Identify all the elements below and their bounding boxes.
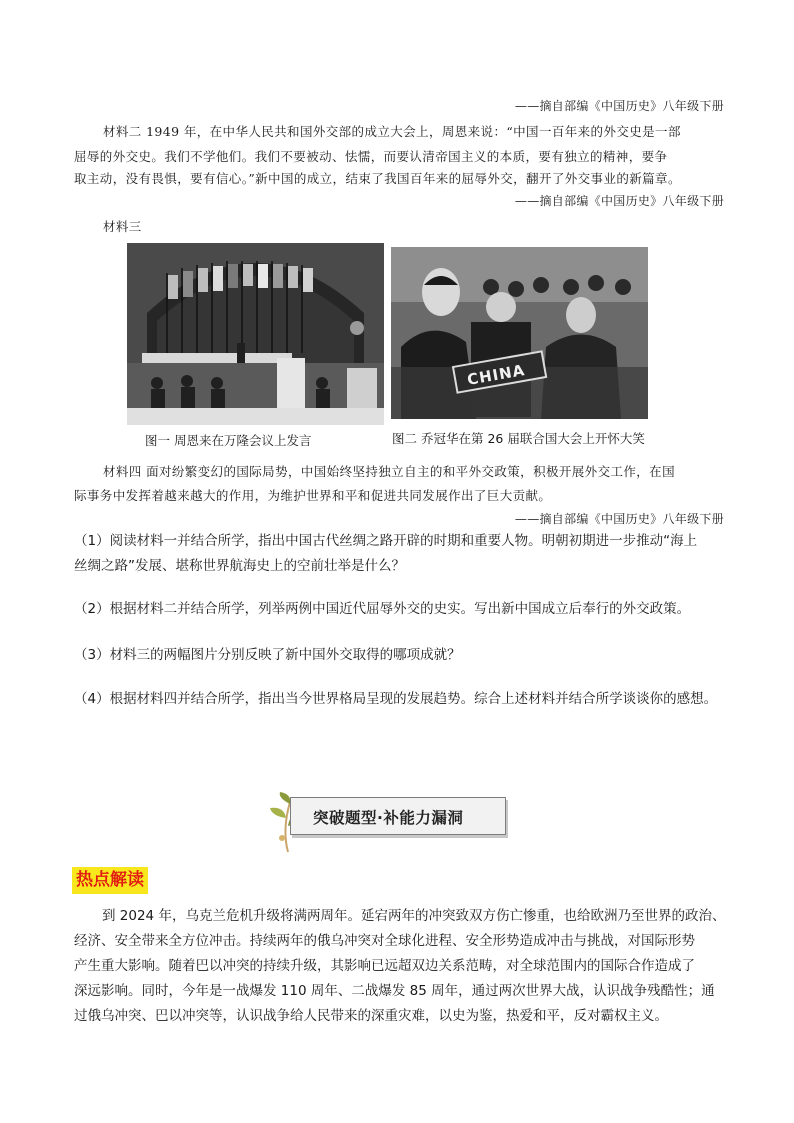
material-four-line-2: 际事务中发挥着越来越大的作用，为维护世界和平和促进共同发展作出了巨大贡献。 [74,488,552,503]
material-two-line-2: 屈辱的外交史。我们不学他们。我们不要被动、怯懦，而要认清帝国主义的本质，要有独立的精神，要争 [74,149,668,164]
paragraph-line: 产生重大影响。随着巴以冲突的持续升级，其影响已远超双边关系范畴，对全球范围内的国际合作造成了 [74,958,695,974]
photo-caption-two: 图二 乔冠华在第 26 届联合国大会上开怀大笑 [392,431,645,446]
source-citation: ——摘自部编《中国历史》八年级下册 [514,99,724,113]
hot-topic-paragraph [74,904,724,1029]
paragraph-line: 过俄乌冲突、巴以冲突等，认识战争给人民带来的深重灾难，以史为鉴，热爱和平，反对霸权主义。 [74,1008,668,1024]
question-3: （3）材料三的两幅图片分别反映了新中国外交取得的哪项成就？ [74,647,461,663]
paragraph-line: 经济、安全带来全方位冲击。持续两年的俄乌冲突对全球化进程、安全形势造成冲击与挑战，对国际形势 [74,933,695,949]
question-4: （4）根据材料四并结合所学，指出当今世界格局呈现的发展趋势。综合上述材料并结合所学谈谈你的感想。 [74,691,718,707]
question-1-line-1: （1）阅读材料一并结合所学，指出中国古代丝绸之路开辟的时期和重要人物。明朝初期进一步推动“海上 [74,533,698,549]
source-citation: ——摘自部编《中国历史》八年级下册 [514,512,724,526]
question-1-line-2: 丝绸之路”发展、堪称世界航海史上的空前壮举是什么？ [74,558,405,574]
paragraph-line: 深远影响。同时，今年是一战爆发 110 周年、二战爆发 85 周年，通过两次世界大战，认识战争残酷性；通 [74,983,715,999]
paragraph-line: 到 2024 年，乌克兰危机升级将满两周年。延宕两年的冲突致双方伤亡惨重，也给欧洲乃至世界的政治、 [102,908,726,924]
hot-topic-label: 热点解读 [72,867,148,894]
question-1 [74,529,724,579]
china-nameplate: CHINA [465,361,527,389]
section-banner [290,797,506,835]
source-citation: ——摘自部编《中国历史》八年级下册 [514,194,724,208]
material-four-line-1: 材料四 面对纷繁变幻的国际局势，中国始终坚持独立自主的和平外交政策，积极开展外交工作，在国 [103,464,675,479]
material-two-line-1: 材料二 1949 年，在中华人民共和国外交部的成立大会上，周恩来说：“中国一百年来的外交史是一部 [103,124,681,139]
section-banner-title: 突破题型·补能力漏洞 [313,809,464,827]
question-2: （2）根据材料二并结合所学，列举两例中国近代屈辱外交的史实。写出新中国成立后奉行的外交政策。 [74,601,691,617]
photo-un-assembly [391,247,648,419]
material-three-label: 材料三 [103,219,142,234]
material-two-line-3: 取主动，没有畏惧，要有信心。”新中国的成立，结束了我国百年来的屈辱外交，翻开了外交事业的新篇章。 [74,171,681,186]
photo-bandung-conference [127,243,384,425]
photo-caption-one: 图一 周恩来在万隆会议上发言 [145,433,312,448]
